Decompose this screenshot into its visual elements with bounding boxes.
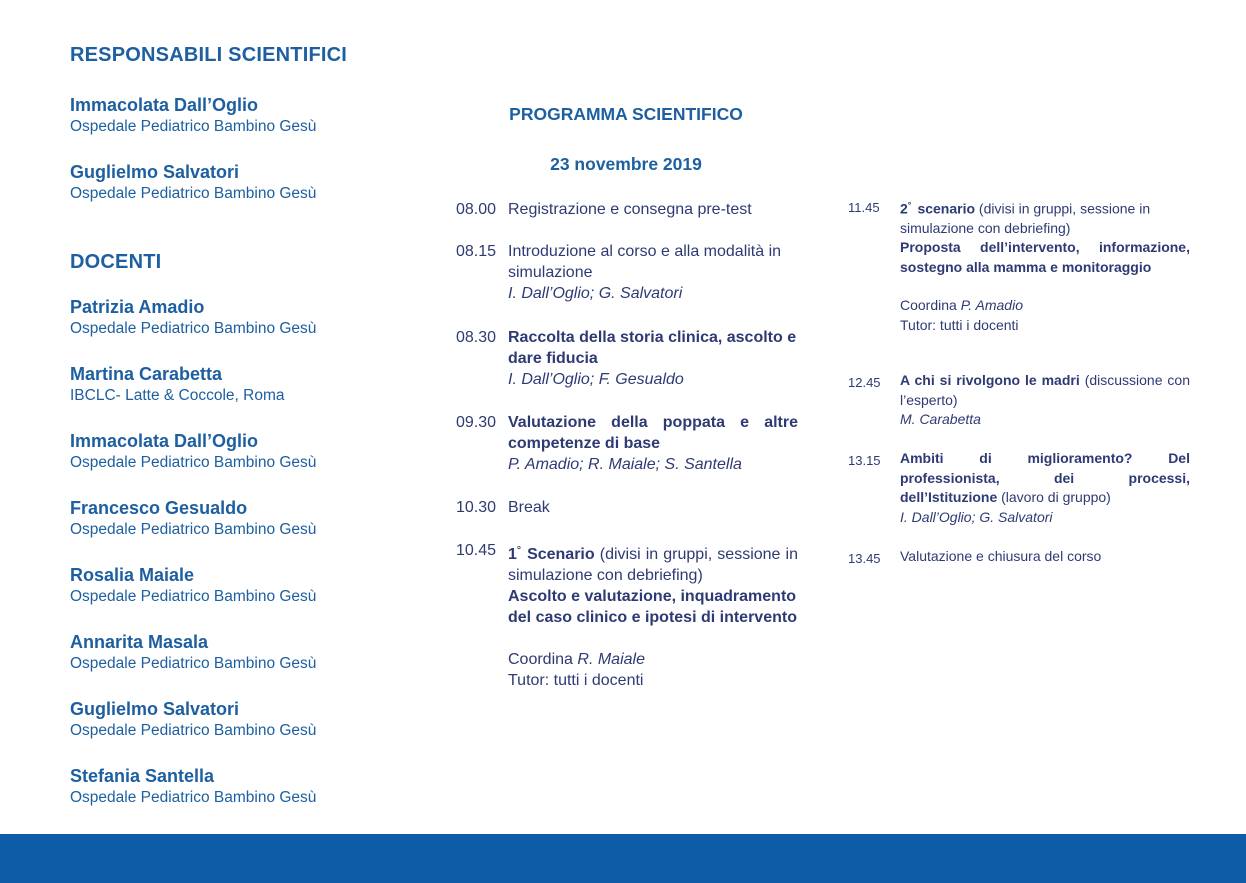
person-name: Immacolata Dall’Oglio (70, 431, 259, 451)
programma-date: 23 novembre 2019 (550, 154, 702, 174)
schedule-text: Introduzione al corso e alla modalità in simulazione (508, 243, 782, 281)
schedule-speakers: I. Dall’Oglio; G. Salvatori (508, 285, 683, 302)
person-affiliation: Ospedale Pediatrico Bambino Gesù (70, 789, 317, 806)
person-entry (70, 564, 400, 608)
person-affiliation: Ospedale Pediatrico Bambino Gesù (70, 722, 317, 739)
person-name: Guglielmo Salvatori (70, 162, 240, 182)
schedule-title: Ambiti di miglioramento? Del professionista, dei processi, dell’Istituzione (900, 450, 1190, 505)
person-name: Guglielmo Salvatori (70, 699, 240, 719)
schedule-title: Ascolto e valutazione, inquadramento del caso clinico e ipotesi di intervento (508, 588, 797, 627)
person-name: Annarita Masala (70, 632, 209, 652)
schedule-time: 08.15 (456, 243, 497, 260)
schedule-item (456, 497, 798, 518)
coord-label: Coordina (900, 297, 957, 314)
schedule-text: Registrazione e consegna pre-test (508, 201, 752, 218)
person-name: Rosalia Maiale (70, 565, 195, 585)
schedule-title: Valutazione della poppata e altre competenze di base (508, 414, 798, 452)
schedule-title: Raccolta della storia clinica, ascolto e dare fiducia (508, 329, 797, 367)
schedule-item (456, 412, 798, 475)
docenti-heading: DOCENTI (70, 251, 162, 273)
schedule-item (848, 196, 1190, 335)
schedule-time: 09.30 (456, 414, 497, 431)
person-name: Martina Carabetta (70, 364, 223, 384)
person-name: Immacolata Dall’Oglio (70, 95, 259, 115)
schedule-time: 13.15 (848, 453, 881, 468)
person-affiliation: Ospedale Pediatrico Bambino Gesù (70, 118, 317, 135)
coord-name: P. Amadio (960, 297, 1023, 314)
schedule-time: 11.45 (848, 200, 880, 215)
schedule-time: 12.45 (848, 375, 881, 390)
schedule-speakers: M. Carabetta (900, 411, 981, 427)
person-entry (70, 698, 400, 742)
schedule-text: Break (508, 499, 550, 516)
schedule-time: 08.00 (456, 201, 497, 218)
person-entry (70, 363, 400, 407)
schedule-note: (divisi in gruppi, sessione in simulazione con debriefing) (508, 546, 798, 585)
person-name: Patrizia Amadio (70, 297, 205, 317)
person-entry (70, 430, 400, 474)
programma-title: PROGRAMMA SCIENTIFICO (509, 104, 743, 124)
schedule-item (848, 449, 1190, 527)
schedule-note: (discussione con l’esperto) (900, 372, 1191, 408)
person-affiliation: IBCLC- Latte & Coccole, Roma (70, 387, 285, 404)
schedule-time: 08.30 (456, 329, 497, 346)
scenario-label: Scenario (527, 546, 595, 564)
person-affiliation: Ospedale Pediatrico Bambino Gesù (70, 320, 317, 337)
person-affiliation: Ospedale Pediatrico Bambino Gesù (70, 588, 317, 605)
schedule-title: A chi si rivolgono le madri (900, 372, 1080, 388)
coord-name: R. Maiale (577, 651, 645, 669)
person-entry (70, 161, 400, 205)
schedule-item (456, 540, 798, 691)
person-entry (70, 296, 400, 340)
schedule-speakers: I. Dall’Oglio; F. Gesualdo (508, 371, 684, 388)
schedule-item (456, 241, 798, 304)
footer-bar (0, 834, 1246, 883)
person-entry (70, 631, 400, 675)
schedule-speakers: I. Dall’Oglio; G. Salvatori (900, 508, 1053, 525)
schedule-time: 10.30 (456, 499, 497, 516)
person-entry (70, 94, 400, 138)
schedule-time: 13.45 (848, 551, 881, 566)
scenario-ordinal: 1 (508, 546, 517, 564)
person-affiliation: Ospedale Pediatrico Bambino Gesù (70, 521, 317, 538)
scenario-label: scenario (917, 200, 976, 217)
person-name: Francesco Gesualdo (70, 498, 248, 518)
tutor-line: Tutor: tutti i docenti (508, 672, 644, 690)
schedule-item (848, 547, 1190, 567)
person-entry (70, 765, 400, 809)
person-entry (70, 497, 400, 541)
schedule-note: (divisi in gruppi, sessione in simulazione con debriefing) (900, 200, 1151, 236)
responsabili-heading: RESPONSABILI SCIENTIFICI (70, 44, 348, 66)
schedule-note: (lavoro di gruppo) (1001, 489, 1111, 505)
person-affiliation: Ospedale Pediatrico Bambino Gesù (70, 185, 317, 202)
schedule-item (456, 327, 798, 390)
person-affiliation: Ospedale Pediatrico Bambino Gesù (70, 655, 317, 672)
degree-mark: ° (516, 545, 522, 556)
scenario-ordinal: 2 (900, 200, 908, 217)
schedule-item (848, 371, 1190, 430)
person-affiliation: Ospedale Pediatrico Bambino Gesù (70, 454, 317, 471)
schedule-text: Valutazione e chiusura del corso (900, 548, 1102, 564)
person-name: Stefania Santella (70, 766, 215, 786)
schedule-time: 10.45 (456, 542, 497, 559)
schedule-item (456, 199, 798, 220)
left-column (70, 44, 400, 809)
degree-mark: ° (907, 200, 912, 210)
tutor-line: Tutor: tutti i docenti (900, 316, 1019, 333)
coord-label: Coordina (508, 651, 573, 669)
schedule-speakers: P. Amadio; R. Maiale; S. Santella (508, 456, 742, 473)
schedule-title: Proposta dell’intervento, informazione, sostegno alla mamma e monitoraggio (900, 239, 1190, 275)
